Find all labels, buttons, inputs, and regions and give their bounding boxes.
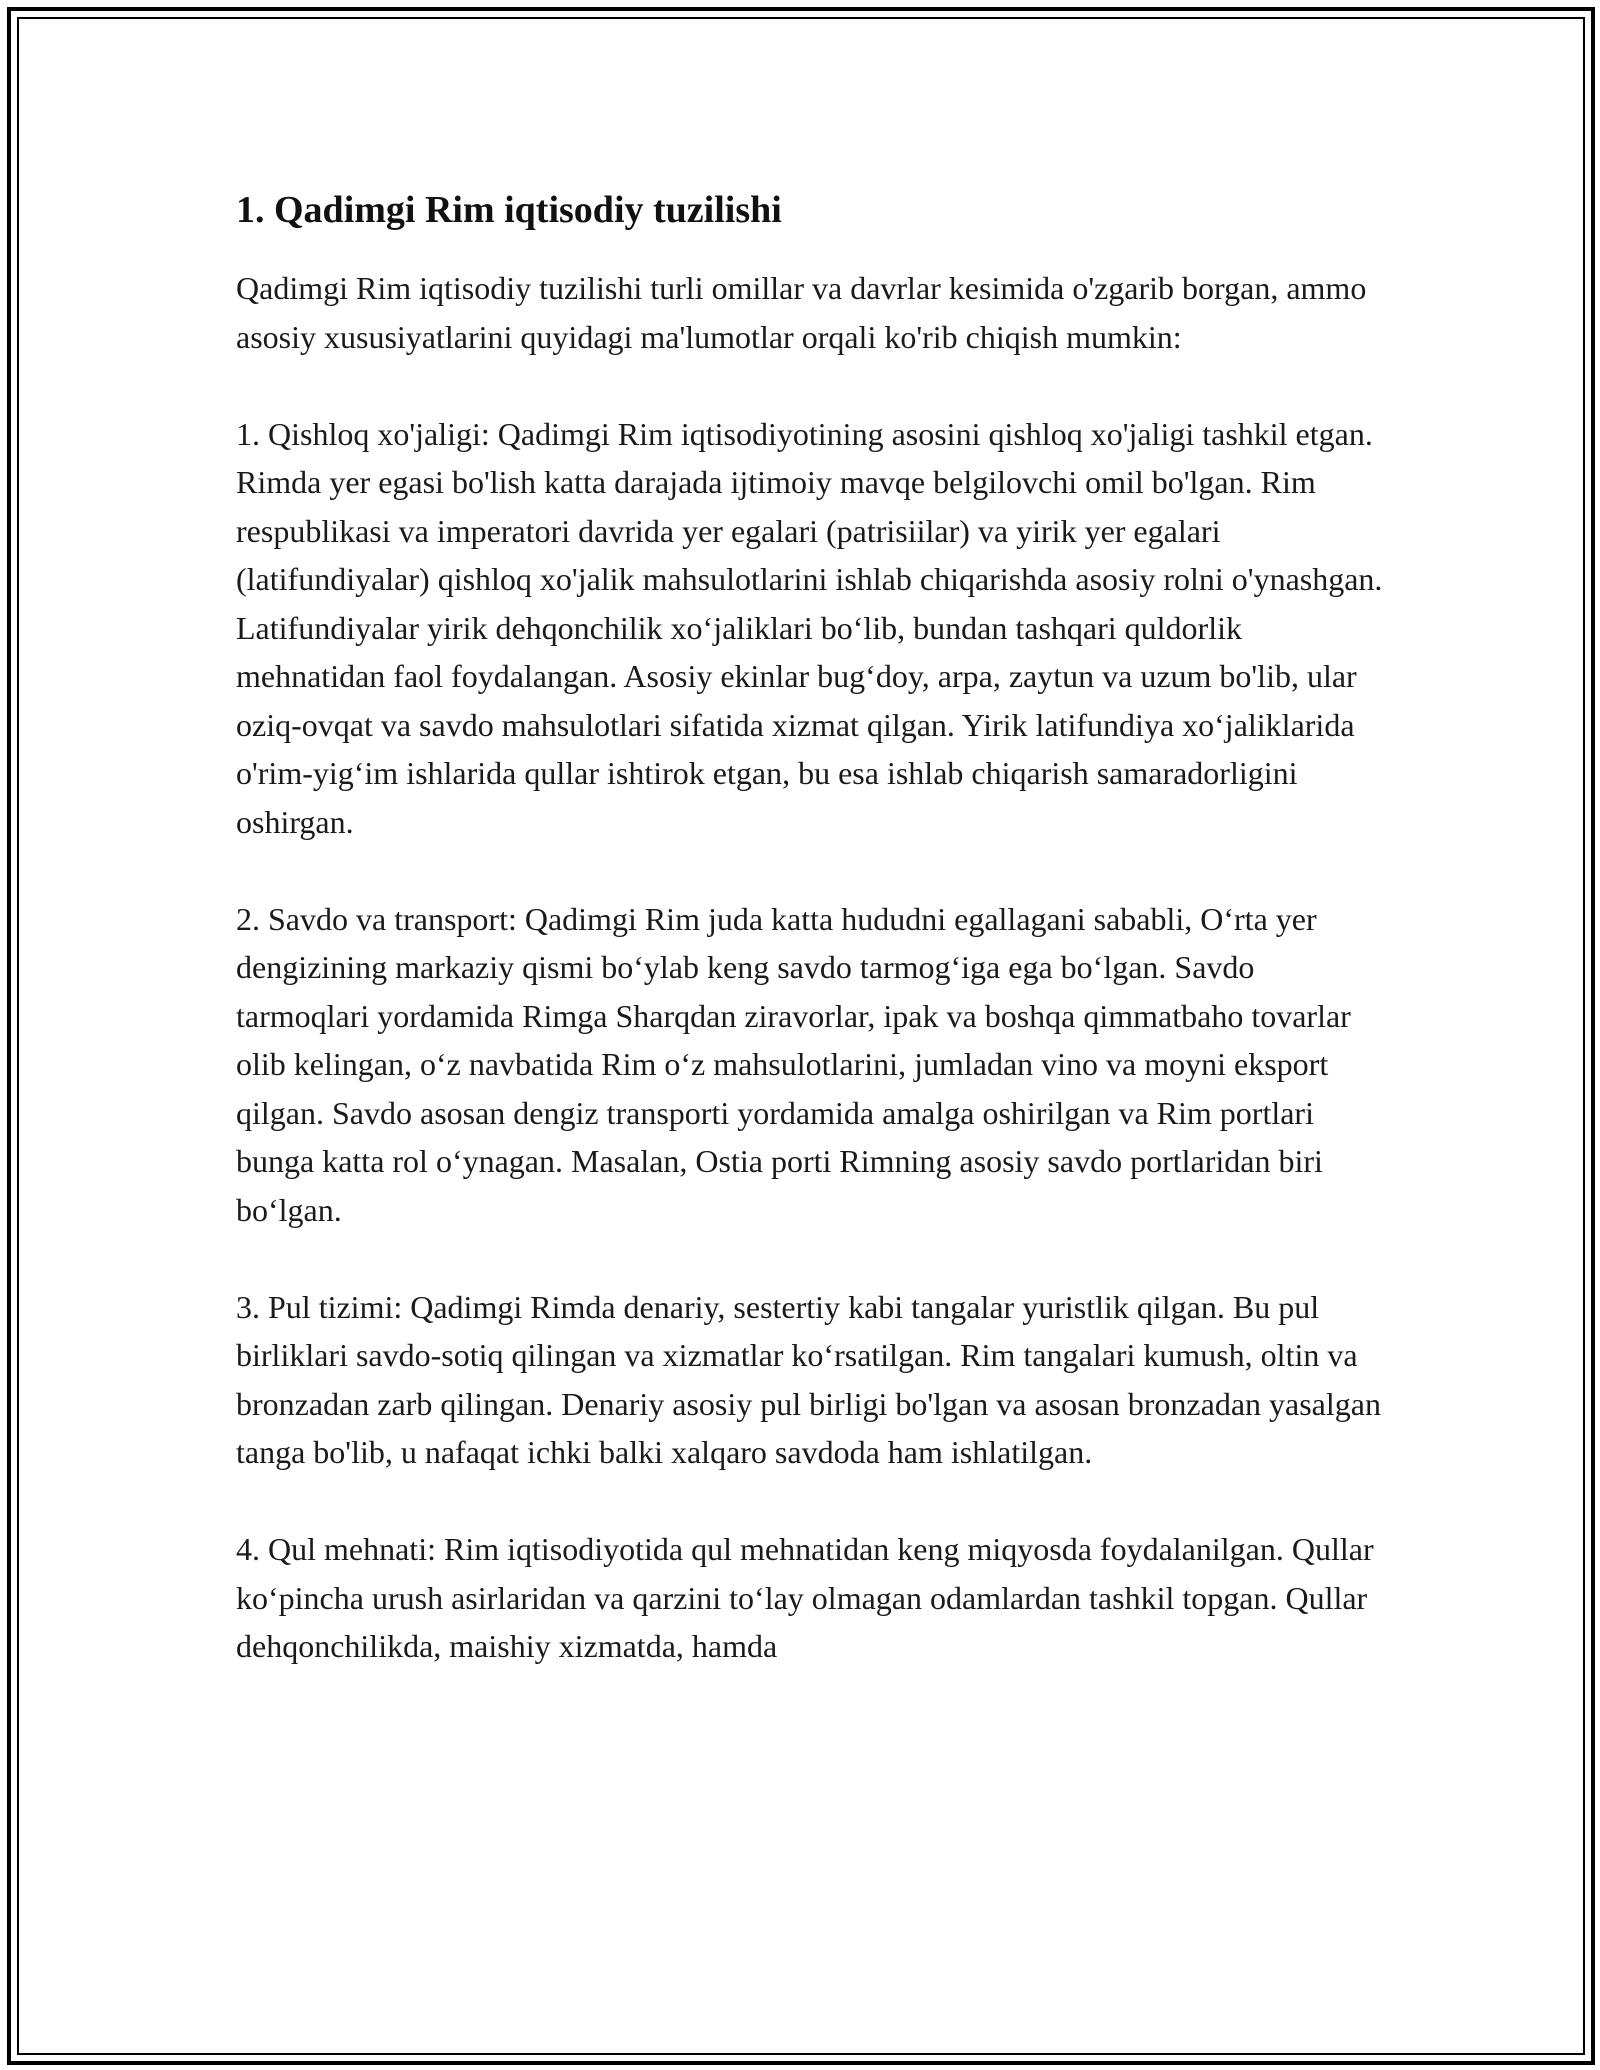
paragraph-agriculture: 1. Qishloq xo'jaligi: Qadimgi Rim iqtisodiyotining asosini qishloq xo'jaligi tashkil etgan. Rimda yer egasi bo'lish katta darajada ijtimoiy mavqe belgilovchi omil bo'lgan. Rim respublikasi va imperatori davrida yer egalari (patrisiilar) va yirik yer egalari (latifundiyalar) qishloq xo'jalik mahsulotlarini ishlab chiqarishda asosiy rolni o'ynashgan. Latifundiyalar yirik dehqonchilik xo‘jaliklari bo‘lib, bundan tashqari quldorlik mehnatidan faol foydalangan. Asosiy ekinlar bug‘doy, arpa, zaytun va uzum bo'lib, ular oziq-ovqat va savdo mahsulotlari sifatida xizmat qilgan. Yirik latifundiya xo‘jaliklarida o'rim-yig‘im ishlarida qullar ishtirok etgan, bu esa ishlab chiqarish samaradorligini oshirgan.: [236, 415, 1383, 840]
paragraph-trade-transport: 2. Savdo va transport: Qadimgi Rim juda katta hududni egallagani sababli, O‘rta yer dengizining markaziy qismi bo‘ylab keng savdo tarmog‘iga ega bo‘lgan. Savdo tarmoqlari yordamida Rimga Sharqdan ziravorlar, ipak va boshqa qimmatbaho tovarlar olib kelingan, o‘z navbatida Rim o‘z mahsulotlarini, jumladan vino va moyni eksport qilgan. Savdo asosan dengiz transporti yordamida amalga oshirilgan va Rim portlari bunga katta rol o‘ynagan. Masalan, Ostia porti Rimning asosiy savdo portlaridan biri bo‘lgan.: [236, 900, 1351, 1228]
paragraph-monetary-system: 3. Pul tizimi: Qadimgi Rimda denariy, sestertiy kabi tangalar yuristlik qilgan. Bu pul birliklari savdo-sotiq qilingan va xizmatlar ko‘rsatilgan. Rim tangalari kumush, oltin va bronzadan zarb qilingan. Denariy asosiy pul birligi bo'lgan va asosan bronzadan yasalgan tanga bo'lib, u nafaqat ichki balki xalqaro savdoda ham ishlatilgan.: [236, 1288, 1381, 1470]
section-heading: 1. Qadimgi Rim iqtisodiy tuzilishi: [236, 189, 782, 231]
intro-paragraph: Qadimgi Rim iqtisodiy tuzilishi turli omillar va davrlar kesimida o'zgarib borgan, ammo asosiy xususiyatlarini quyidagi ma'lumotlar orqali ko'rib chiqish mumkin:: [236, 270, 1367, 355]
paragraph-slave-labor: 4. Qul mehnati: Rim iqtisodiyotida qul mehnatidan keng miqyosda foydalanilgan. Qullar ko‘pincha urush asirlaridan va qarzini to‘lay olmagan odamlardan tashkil topgan. Qullar dehqonchilikda, maishiy xizmatda, hamda: [236, 1531, 1374, 1664]
document-body: [236, 186, 1386, 1719]
